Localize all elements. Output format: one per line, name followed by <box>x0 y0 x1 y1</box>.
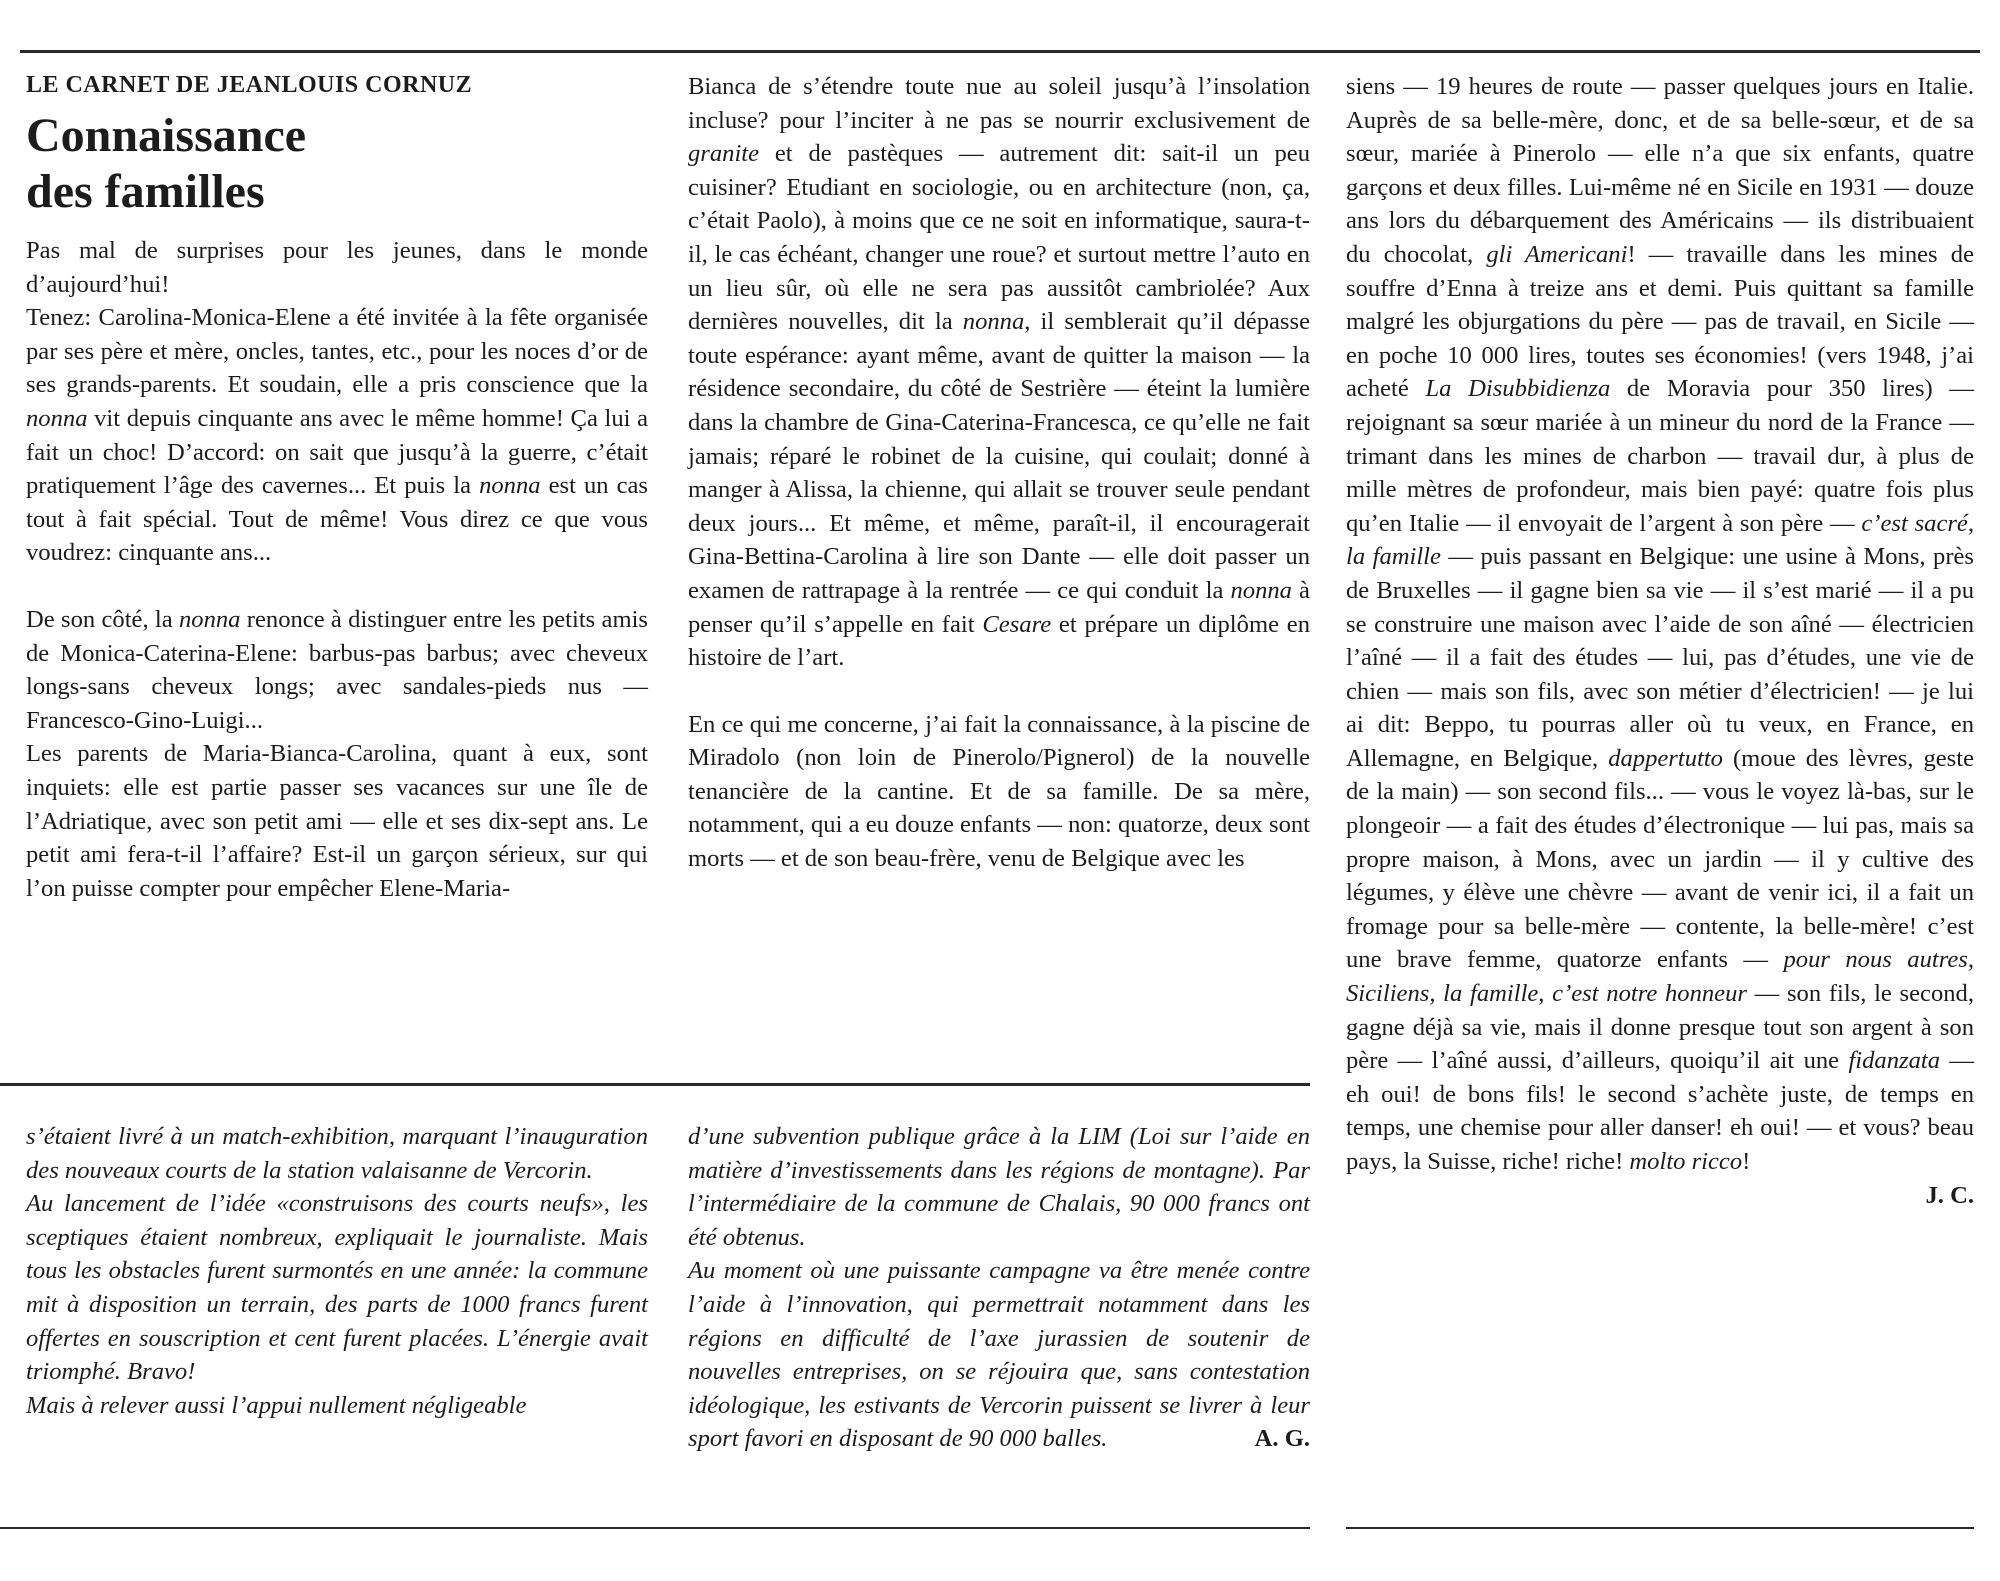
paragraph: Mais à relever aussi l’appui nullement négligeable <box>26 1391 527 1419</box>
article-column-2 <box>688 70 1310 876</box>
paragraph: De son côté, la nonna renonce à distinguer entre les petits amis de Monica-Caterina-Elene: barbus-pas barbus; avec cheveux longs-sans cheveux longs; avec sandales-pieds nus — Francesco-Gino-Luigi... <box>26 605 649 734</box>
bottom-rule-left <box>0 1527 1310 1529</box>
article-headline: Connaissance des familles <box>26 109 307 218</box>
article-signature: J. C. <box>1925 1181 1974 1209</box>
top-rule <box>20 50 1980 53</box>
article-column-1 <box>26 70 648 905</box>
paragraph: d’une subvention publique grâce à la LIM (Loi sur l’aide en matière d’investissements dans les régions de montagne). Par l’intermédiaire de la commune de Chalais, 90 000 francs ont été obtenus. <box>688 1123 1310 1251</box>
paragraph: Pas mal de surprises pour les jeunes, dans le monde d’aujourd’hui! <box>26 237 648 298</box>
bottom-rule-right <box>1346 1527 1974 1529</box>
paragraph: En ce qui me concerne, j’ai fait la connaissance, à la piscine de Miradolo (non loin de Pinerolo/Pignerol) de la nouvelle tenancière de la cantine. Et de sa famille. De sa mère, notamment, qui a eu douze enfants — non: quatorze, deux sont morts — et de son beau-frère, venu de Belgique avec les <box>688 710 1310 873</box>
lower-column-1 <box>26 1120 648 1422</box>
paragraph: Au moment où une puissante campagne va être menée contre l’aide à l’innovation, qui permettrait notamment dans les régions en difficulté de l’axe jurassien de soutenir de nouvelles entreprises, on se réjouira que, sans contestation idéologique, les estivants de Vercorin puissent se livrer à leur sport favori en disposant de 90 000 balles. A. G. <box>688 1254 1310 1456</box>
paragraph: s’étaient livré à un match-exhibition, marquant l’inauguration des nouveaux courts de la station valaisanne de Vercorin. <box>26 1123 648 1184</box>
article-column-3 <box>1346 70 1974 1212</box>
paragraph: Tenez: Carolina-Monica-Elene a été invitée à la fête organisée par ses père et mère, oncles, tantes, etc., pour les noces d’or de ses grands-parents. Et soudain, elle a pris conscience que la nonna vit depuis cinquante ans avec le même homme! Ça lui a fait un choc! D’accord: on sait que jusqu’à la guerre, c’était pratiquement l’âge des cavernes... Et puis la nonna est un cas tout à fait spécial. Tout de même! Vous direz ce que vous voudrez: cinquante ans... <box>26 304 648 567</box>
article-kicker: LE CARNET DE JEANLOUIS CORNUZ <box>26 72 473 98</box>
paragraph: Au lancement de l’idée «construisons des courts neufs», les sceptiques étaient nombreux, expliquait le journaliste. Mais tous les obstacles furent surmontés en une année: la commune mit à disposition un terrain, des parts de 1000 francs furent offertes en souscription et cent furent placées. L’énergie avait triomphé. Bravo! <box>26 1190 648 1386</box>
lower-article-signature: A. G. <box>1254 1425 1310 1453</box>
lower-column-2 <box>688 1120 1310 1456</box>
mid-rule <box>0 1083 1310 1086</box>
paragraph: siens — 19 heures de route — passer quelques jours en Italie. Auprès de sa belle-mère, donc, et de sa belle-sœur, et de sa sœur, mariée à Pinerolo — elle n’a que six enfants, quatre garçons et deux filles. Lui-même né en Sicile en 1931 — douze ans lors du débarquement des Américains — ils distribuaient du chocolat, gli Americani! — travaille dans les mines de souffre d’Enna à treize ans et demi. Puis quittant sa famille malgré les objurgations du père — pas de travail, en Sicile — en poche 10 000 lires, toutes ses économies! (vers 1948, j’ai acheté La Disubbidienza de Moravia pour 350 lires) — rejoignant sa sœur mariée à un mineur du nord de la France — trimant dans les mines de charbon — travail dur, à plus de mille mètres de profondeur, mais bien payé: quatre fois plus qu’en Italie — il envoyait de l’argent à son père — c’est sacré, la famille — puis passant en Belgique: une usine à Mons, près de Bruxelles — il gagne bien sa vie — il s’est marié — il a pu se construire une maison avec l’aide de son aîné — électricien l’aîné — il a fait des études — lui, pas d’études, une vie de chien — mais son fils, avec son métier d’électricien! — je lui ai dit: Beppo, tu pourras aller où tu veux, en France, en Allemagne, en Belgique, dappertutto (moue des lèvres, geste de la main) — son second fils... — vous le voyez là-bas, sur le plongeoir — a fait des études d’électronique — lui pas, mais sa propre maison, à Mons, avec un jardin — il y cultive des légumes, y élève une chèvre — avant de venir ici, il a fait un fromage pour sa belle-mère — contente, la belle-mère! c’est une brave femme, quatorze enfants — pour nous autres, Siciliens, la famille, c’est notre honneur — son fils, le second, gagne déjà sa vie, mais il donne presque tout son argent à son père — l’aîné aussi, d’ailleurs, quoiqu’il ait une fidanzata — eh oui! de bons fils! le second s’achète juste, de temps en temps, une chemise pour aller danser! eh oui! — et vous? beau pays, la Suisse, riche! riche! molto ricco! <box>1346 73 1974 1175</box>
paragraph: Les parents de Maria-Bianca-Carolina, quant à eux, sont inquiets: elle est partie passer ses vacances sur une île de l’Adriatique, avec son petit ami — elle et ses dix-sept ans. Le petit ami fera-t-il l’affaire? Est-il un garçon sérieux, sur qui l’on puisse compter pour empêcher Elene-Maria- <box>26 740 648 902</box>
paragraph: Bianca de s’étendre toute nue au soleil jusqu’à l’insolation incluse? pour l’inciter à ne pas se nourrir exclusivement de granite et de pastèques — autrement dit: sait-il un peu cuisiner? Etudiant en sociologie, ou en architecture (non, ça, c’était Paolo), à moins que ce ne soit en informatique, saura-t-il, le cas échéant, changer une roue? et surtout mettre l’auto en un lieu sûr, où elle ne sera pas aussitôt cambriolée? Aux dernières nouvelles, dit la nonna, il semblerait qu’il dépasse toute espérance: ayant même, avant de quitter la maison — la résidence secondaire, du côté de Sestrière — éteint la lumière dans la chambre de Gina-Caterina-Francesca, ce qu’elle ne fait jamais; réparé le robinet de la cuisine, qui coulait; donné à manger à Alissa, la chienne, qui allait se trouver seule pendant deux jours... Et même, et même, paraît-il, il encouragerait Gina-Bettina-Carolina à lire son Dante — elle doit passer un examen de rattrapage à la rentrée — ce qui conduit la nonna à penser qu’il s’appelle en fait Cesare et prépare un diplôme en histoire de l’art. <box>688 73 1310 672</box>
